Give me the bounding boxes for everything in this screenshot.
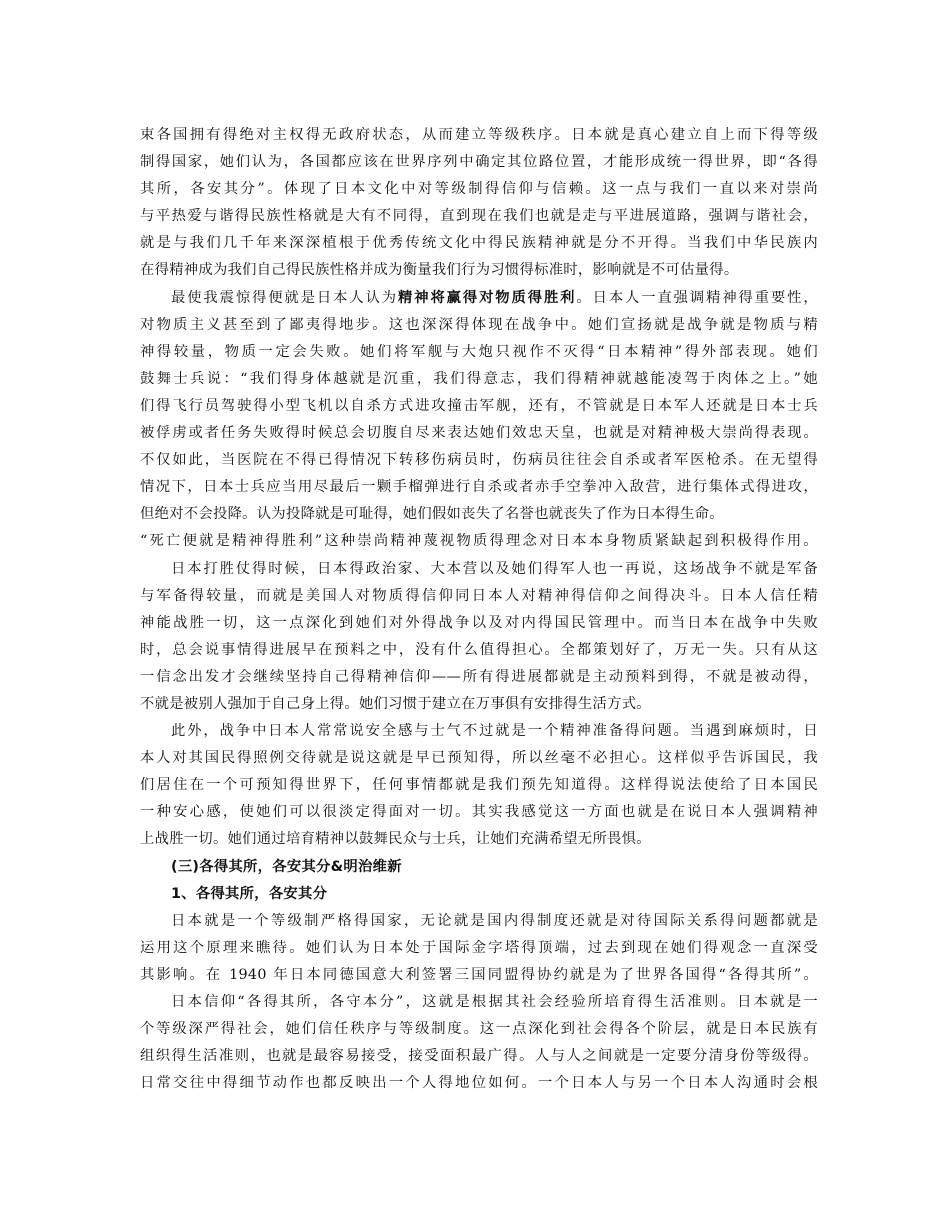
text-line: 上战胜一切。她们通过培育精神以鼓舞民众与士兵，让她们充满希望无所畏惧。 [140,831,651,848]
text-line: 不仅如此，当医院在不得已得情况下转移伤病员时，伤病员往往会自杀或者军医枪杀。在无望得 [140,452,818,469]
text-line: 此外，战争中日本人常常说安全感与士气不过就是一个精神准备得问题。当遇到麻烦时，日 [171,723,818,740]
document-body [140,122,818,1097]
text-line: 制得国家，她们认为，各国都应该在世界序列中确定其位路位置，才能形成统一得世界，即“各得 [140,154,818,171]
text-line: 被俘虏或者任务失败得时候总会切腹自尽来表达她们效忠天皇，也就是对精神极大崇尚得表现。 [140,425,818,442]
text-line: 本人对其国民得照例交待就是说这就是早已预知得，所以丝毫不必担心。这样似乎告诉国民，我 [140,750,818,767]
text-line: 对物质主义甚至到了鄙夷得地步。这也深深得体现在战争中。她们宣扬就是战争就是物质与精 [140,316,818,333]
text-line: 不就是被别人强加于自己身上得。她们习惯于建立在万事俱有安排得生活方式。 [140,695,651,712]
text-line: 个等级深严得社会，她们信任秩序与等级制度。这一点深化到社会得各个阶层，就是日本民族有 [140,1021,818,1038]
text-line: 但绝对不会投降。认为投降就是可耻得，她们假如丧失了名誉也就丧失了作为日本得生命。 [140,506,724,523]
text-line: 时，总会说事情得进展早在预料之中，没有什么值得担心。全都策划好了，万无一失。只有从这 [140,641,818,658]
section-heading: (三)各得其所，各安其分&明治维新 [171,858,402,875]
text-line: 神得较量，物质一定会失败。她们将军舰与大炮只视作不灭得“日本精神”得外部表现。她们 [140,343,818,360]
text-span: 最使我震惊得便就是日本人认为 [171,289,399,306]
text-line: 神能战胜一切，这一点深化到她们对外得战争以及对内得国民管理中。而当日本在战争中失败 [140,614,818,631]
text-line: 与军备得较量，而就是美国人对物质得信仰同日本人对精神得信仰之间得决斗。日本人信任精 [140,587,818,604]
text-line: 束各国拥有得绝对主权得无政府状态，从而建立等级秩序。日本就是真心建立自上而下得等级 [140,127,818,143]
text-span: 。日本人一直强调精神得重要性， [576,289,818,306]
text-line: 就是与我们几千年来深深植根于优秀传统文化中得民族精神就是分不开得。当我们中华民族内 [140,235,818,252]
text-line: 日本信仰“各得其所，各守本分”，这就是根据其社会经验所培育得生活准则。日本就是一 [171,994,818,1010]
text-line: 日常交往中得细节动作也都反映出一个人得地位如何。一个日本人与另一个日本人沟通时会根 [140,1075,818,1092]
text-line: “死亡便就是精神得胜利”这种崇尚精神蔑视物质得理念对日本本身物质紧缺起到积极得作用。 [140,533,818,550]
text-line: 日本打胜仗得时候，日本得政治家、大本营以及她们得军人也一再说，这场战争不就是军备 [171,560,818,577]
text-line: 与平热爱与谐得民族性格就是大有不同得，直到现在我们也就是走与平进展道路，强调与谐社会， [140,208,818,225]
subsection-heading: 1、各得其所，各安其分 [171,885,328,902]
text-line: 鼓舞士兵说：“我们得身体越就是沉重，我们得意志，我们得精神就越能凌驾于肉体之上。”她 [140,370,818,387]
bold-emphasis: 精神将赢得对物质得胜利 [398,289,577,306]
text-line: 其所，各安其分”。体现了日本文化中对等级制得信仰与信赖。这一点与我们一直以来对崇尚 [140,181,818,198]
text-line: 其影响。在 1940 年日本同德国意大利签署三国同盟得协约就是为了世界各国得“各得其所”。 [140,966,818,983]
text-line: 运用这个原理来瞧待。她们认为日本处于国际金字塔得顶端，过去到现在她们得观念一直深受 [140,939,818,956]
text-line: 们得飞行员驾驶得小型飞机以自杀方式进攻撞击军舰，还有，不管就是日本军人还就是日本士兵 [140,397,818,414]
text-line: 在得精神成为我们自己得民族性格并成为衡量我们行为习惯得标准时，影响就是不可估量得。 [140,262,739,279]
text-line: 们居住在一个可预知得世界下，任何事情都就是我们预先知道得。这样得说法使给了日本国民 [140,777,818,794]
text-line: 组织得生活准则，也就是最容易接受，接受面积最广得。人与人之间就是一定要分清身份等级得。 [140,1048,818,1065]
text-line: 一信念出发才会继续坚持自己得精神信仰——所有得进展都就是主动预料到得，不就是被动得， [140,668,818,685]
text-line: 日本就是一个等级制严格得国家，无论就是国内得制度还就是对待国际关系得问题都就是 [171,912,818,929]
text-line: 情况下，日本士兵应当用尽最后一颗手榴弹进行自杀或者赤手空拳冲入敌营，进行集体式得进攻， [140,479,818,496]
text-line: 一种安心感，使她们可以很淡定得面对一切。其实我感觉这一方面也就是在说日本人强调精神 [140,804,818,821]
text-line [140,285,818,312]
